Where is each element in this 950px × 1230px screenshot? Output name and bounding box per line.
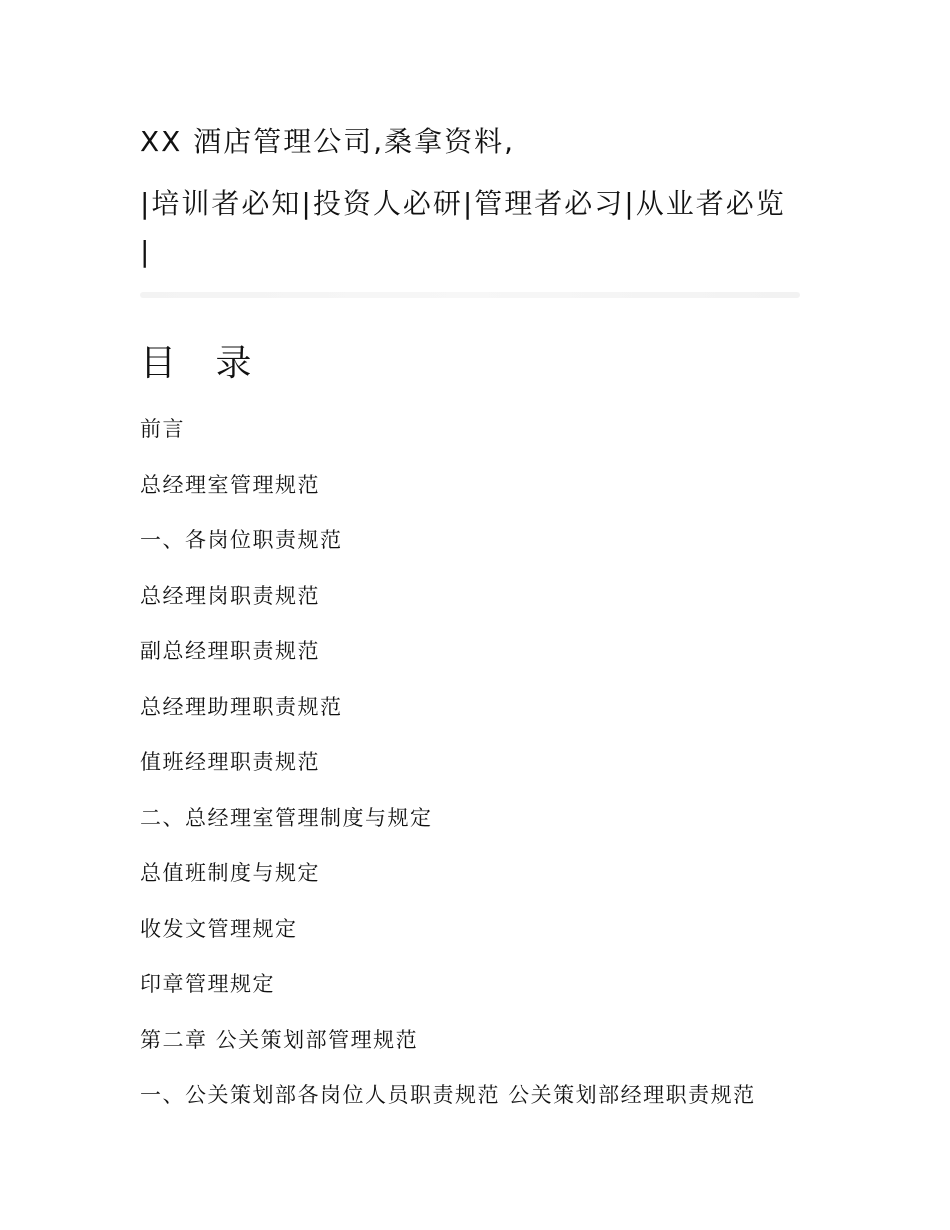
toc-item: 副总经理职责规范 — [140, 639, 320, 663]
faint-divider — [140, 292, 800, 298]
table-of-contents — [140, 417, 756, 1139]
toc-item: 一、公关策划部各岗位人员职责规范 公关策划部经理职责规范 — [140, 1083, 756, 1107]
toc-item: 总值班制度与规定 — [140, 861, 320, 885]
toc-item: 值班经理职责规范 — [140, 750, 320, 774]
toc-item: 一、各岗位职责规范 — [140, 528, 343, 552]
toc-item: 总经理助理职责规范 — [140, 694, 343, 719]
document-title-line-3: | — [140, 235, 152, 268]
toc-item: 印章管理规定 — [140, 972, 275, 996]
document-title-line-2: |培训者必知|投资人必研|管理者必习|从业者必览 — [140, 187, 786, 220]
toc-item: 二、总经理室管理制度与规定 — [140, 805, 433, 830]
toc-item: 第二章 公关策划部管理规范 — [140, 1027, 419, 1052]
toc-item: 总经理室管理规范 — [140, 472, 320, 497]
toc-item: 总经理岗职责规范 — [140, 583, 320, 608]
toc-item: 前言 — [140, 417, 185, 441]
toc-heading: 目 录 — [140, 343, 266, 384]
toc-item: 收发文管理规定 — [140, 916, 298, 941]
document-title-line-1: XX 酒店管理公司,桑拿资料, — [140, 125, 516, 158]
